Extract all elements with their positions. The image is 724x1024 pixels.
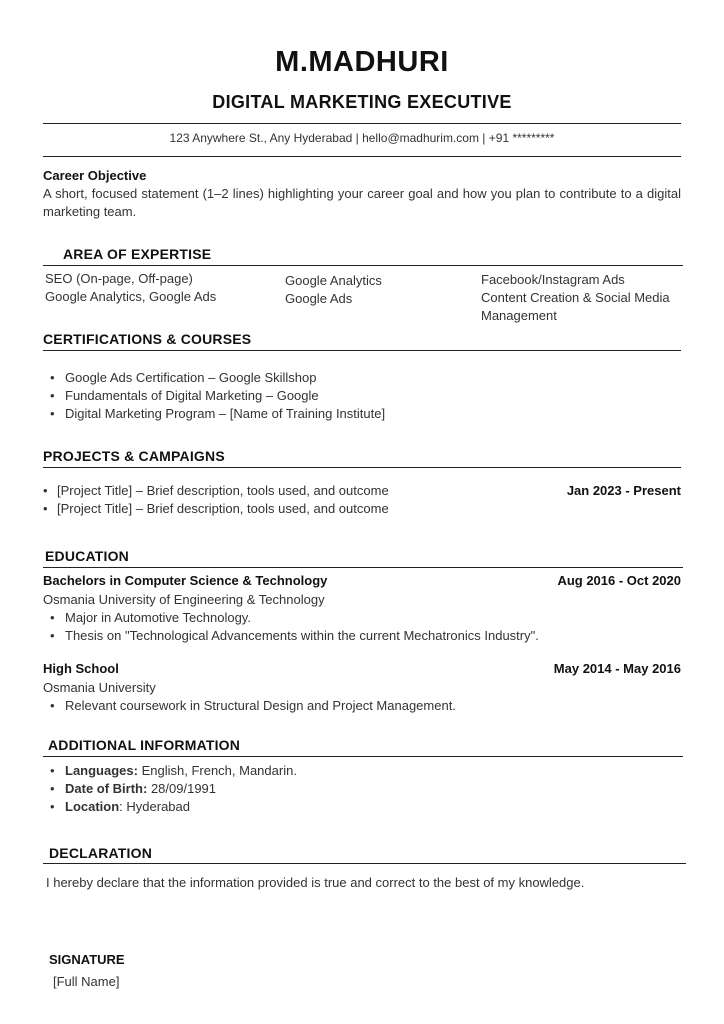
education-date: Aug 2016 - Oct 2020 bbox=[557, 573, 681, 588]
info-label: Languages: bbox=[65, 763, 138, 778]
projects-date: Jan 2023 - Present bbox=[566, 483, 681, 498]
expertise-item: Content Creation & Social Media Management bbox=[481, 290, 670, 323]
expertise-item: SEO (On-page, Off-page) bbox=[45, 271, 193, 286]
education-date: May 2014 - May 2016 bbox=[553, 661, 681, 676]
education-degree: Bachelors in Computer Science & Technology bbox=[43, 573, 328, 588]
list-item: • Fundamentals of Digital Marketing – Google bbox=[43, 387, 681, 405]
list-item: • Google Ads Certification – Google Skillshop bbox=[43, 369, 681, 387]
additional-heading: ADDITIONAL INFORMATION bbox=[48, 737, 241, 753]
info-label: Date of Birth: bbox=[65, 781, 148, 796]
contact-line: 123 Anywhere St., Any Hyderabad | hello@madhurim.com | +91 ********* bbox=[169, 131, 555, 145]
list-item: • [Project Title] – Brief description, tools used, and outcome bbox=[43, 500, 543, 518]
declaration-text: I hereby declare that the information provided is true and correct to the best of my knowledge. bbox=[46, 875, 585, 890]
expertise-divider bbox=[43, 265, 683, 266]
candidate-name: M.MADHURI bbox=[275, 46, 449, 78]
expertise-column-2 bbox=[285, 272, 470, 308]
additional-divider bbox=[43, 756, 683, 757]
education-school: Osmania University bbox=[43, 680, 156, 695]
education-details bbox=[43, 609, 681, 645]
signature-heading: SIGNATURE bbox=[49, 952, 125, 967]
certifications-divider bbox=[43, 350, 681, 351]
expertise-item: Google Analytics, Google Ads bbox=[45, 289, 217, 304]
list-item bbox=[43, 798, 681, 816]
projects-list bbox=[43, 482, 543, 518]
expertise-column-1 bbox=[45, 270, 270, 306]
signature-name: [Full Name] bbox=[53, 974, 120, 989]
objective-heading: Career Objective bbox=[43, 168, 147, 183]
info-value: 28/09/1991 bbox=[147, 781, 217, 796]
expertise-item: Facebook/Instagram Ads bbox=[481, 272, 625, 287]
education-school: Osmania University of Engineering & Technology bbox=[43, 592, 325, 607]
info-value: English, French, Mandarin. bbox=[137, 763, 297, 778]
projects-divider bbox=[43, 467, 681, 468]
expertise-item: Google Analytics bbox=[285, 273, 382, 288]
certifications-heading: CERTIFICATIONS & COURSES bbox=[43, 331, 252, 347]
expertise-item: Google Ads bbox=[285, 291, 353, 306]
declaration-heading: DECLARATION bbox=[49, 845, 153, 861]
header-bottom-divider bbox=[43, 156, 681, 157]
info-value: : Hyderabad bbox=[119, 799, 190, 814]
certifications-list bbox=[43, 369, 681, 423]
objective-text: A short, focused statement (1–2 lines) highlighting your career goal and how you plan to contribute to a digital marketing team. bbox=[43, 186, 681, 219]
education-degree: High School bbox=[43, 661, 119, 676]
list-item: • Major in Automotive Technology. bbox=[43, 609, 681, 627]
education-heading: EDUCATION bbox=[45, 548, 129, 564]
list-item: • Relevant coursework in Structural Design and Project Management. bbox=[43, 697, 681, 715]
list-item: • [Project Title] – Brief description, tools used, and outcome bbox=[43, 482, 543, 500]
list-item bbox=[43, 762, 681, 780]
expertise-heading: AREA OF EXPERTISE bbox=[63, 246, 212, 262]
declaration-divider bbox=[43, 863, 686, 864]
list-item bbox=[43, 780, 681, 798]
projects-heading: PROJECTS & CAMPAIGNS bbox=[43, 448, 225, 464]
additional-list bbox=[43, 762, 681, 816]
expertise-column-3 bbox=[481, 271, 681, 325]
header-top-divider bbox=[43, 123, 681, 124]
list-item: • Thesis on "Technological Advancements within the current Mechatronics Industry". bbox=[43, 627, 681, 645]
info-label: Location bbox=[65, 799, 120, 814]
education-details bbox=[43, 697, 681, 715]
education-divider bbox=[43, 567, 683, 568]
list-item: • Digital Marketing Program – [Name of Training Institute] bbox=[43, 405, 681, 423]
job-title: DIGITAL MARKETING EXECUTIVE bbox=[212, 92, 512, 112]
